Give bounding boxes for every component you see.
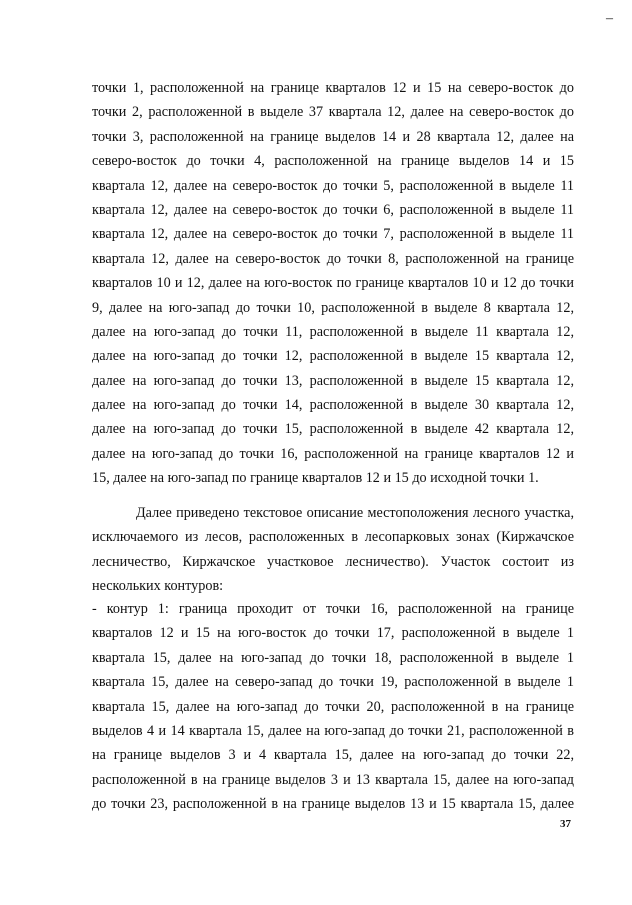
text-line: квартала 12, далее на северо-восток до точки 6, расположенной в выделе 11 <box>92 201 574 218</box>
text-line: точки 1, расположенной на границе кварталов 12 и 15 на северо-восток до <box>92 80 574 96</box>
text-line: квартала 12, далее на северо-восток до точки 7, расположенной в выделе 11 <box>92 226 574 243</box>
text-line: лесничество, Киржачское участковое лесничество). Участок состоит из <box>92 553 574 570</box>
text-line: квартала 15, далее на юго-запад до точки 20, расположенной в на границе <box>92 698 574 715</box>
page-corner-mark: – <box>606 11 613 26</box>
text-line: Далее приведено текстовое описание местоположения лесного участка, <box>136 505 574 521</box>
paragraph-3 <box>92 597 574 817</box>
paragraph-2 <box>92 501 574 599</box>
text-line: квартала 15, далее на юго-запад до точки 18, расположенной в выделе 1 <box>92 649 574 666</box>
text-line: 9, далее на юго-запад до точки 10, расположенной в выделе 8 квартала 12, <box>92 299 574 316</box>
text-line: далее на юго-запад до точки 16, расположенной на границе кварталов 12 и <box>92 445 574 462</box>
text-line: северо-восток до точки 4, расположенной на границе выделов 14 и 15 <box>92 153 574 170</box>
text-line: до точки 23, расположенной в на границе выделов 13 и 15 квартала 15, далее <box>92 796 574 813</box>
text-line: выделов 4 и 14 квартала 15, далее на юго-запад до точки 21, расположенной в <box>92 722 574 739</box>
text-line: далее на юго-запад до точки 12, расположенной в выделе 15 квартала 12, <box>92 348 574 365</box>
text-line: квартала 12, далее на северо-восток до точки 5, расположенной в выделе 11 <box>92 177 574 194</box>
text-line: - контур 1: граница проходит от точки 16, расположенной на границе <box>92 601 574 617</box>
text-line: 15, далее на юго-запад по границе кварталов 12 и 15 до исходной точки 1. <box>92 470 539 487</box>
text-line: далее на юго-запад до точки 11, расположенной в выделе 11 квартала 12, <box>92 323 574 340</box>
text-line: далее на юго-запад до точки 13, расположенной в выделе 15 квартала 12, <box>92 372 574 389</box>
page-number: 37 <box>560 818 571 830</box>
text-line: нескольких контуров: <box>92 578 224 595</box>
text-line: кварталов 12 и 15 на юго-восток до точки 17, расположенной в выделе 1 <box>92 625 574 642</box>
text-line: далее на юго-запад до точки 14, расположенной в выделе 30 квартала 12, <box>92 397 574 414</box>
text-line: далее на юго-запад до точки 15, расположенной в выделе 42 квартала 12, <box>92 421 574 438</box>
text-line: точки 3, расположенной на границе выделов 14 и 28 квартала 12, далее на <box>92 128 574 145</box>
paragraph-1 <box>92 76 574 491</box>
text-line: точки 2, расположенной в выделе 37 квартала 12, далее на северо-восток до <box>92 104 574 121</box>
text-line: на границе выделов 3 и 4 квартала 15, далее на юго-запад до точки 22, <box>92 747 574 764</box>
text-line: кварталов 10 и 12, далее на юго-восток по границе кварталов 10 и 12 до точки <box>92 275 574 292</box>
text-line: квартала 12, далее на северо-восток до точки 8, расположенной на границе <box>92 250 574 267</box>
text-line: расположенной в на границе выделов 3 и 13 квартала 15, далее на юго-запад <box>92 771 574 788</box>
text-line: квартала 15, далее на северо-запад до точки 19, расположенной в выделе 1 <box>92 674 574 691</box>
text-line: исключаемого из лесов, расположенных в лесопарковых зонах (Киржачское <box>92 529 574 546</box>
